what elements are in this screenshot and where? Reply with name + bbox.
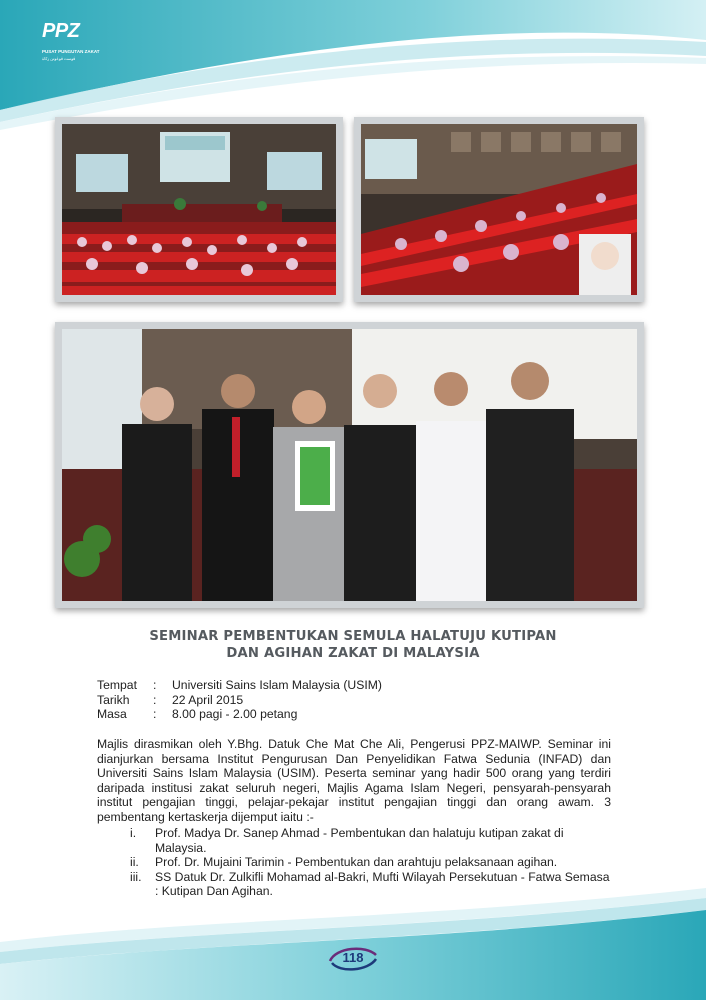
list-item-text: Prof. Dr. Mujaini Tarimin - Pembentukan dan arahtuju pelaksanaan agihan.	[155, 855, 558, 869]
meta-row-date	[97, 693, 382, 708]
list-item-number: iii.	[130, 869, 142, 884]
photo-audience-seats	[354, 117, 644, 302]
list-item-number: ii.	[130, 855, 139, 869]
article-title	[60, 628, 646, 662]
list-item-number: i.	[130, 826, 137, 840]
photo-icon	[361, 124, 637, 295]
list-item-text: Prof. Madya Dr. Sanep Ahmad - Pembentukan dan halatuju kutipan zakat di Malaysia.	[155, 826, 564, 855]
footer-wave-decoration	[0, 880, 706, 1000]
photo-icon	[62, 124, 336, 295]
list-item	[97, 855, 611, 870]
meta-separator: :	[153, 692, 157, 707]
page-number-text: 118	[342, 950, 364, 965]
meta-key: Masa	[97, 707, 127, 721]
meta-key: Tarikh	[97, 692, 130, 707]
meta-value: Universiti Sains Islam Malaysia (USIM)	[172, 678, 382, 692]
ppz-logo-subtitle: PUSAT PUNGUTAN ZAKAT	[42, 49, 100, 54]
event-details	[97, 678, 382, 722]
list-item-text: SS Datuk Dr. Zulkifli Mohamad al-Bakri, Mufti Wilayah Persekutuan - Fatwa Semasa : Kutipan Dan Agihan.	[155, 869, 610, 898]
article-body: Majlis dirasmikan oleh Y.Bhg. Datuk Che Mat Che Ali, Pengerusi PPZ-MAIWP. Seminar ini dianjurkan bersama Institut Pengurusan Dan Penyelidikan Fatwa Sedunia (INFAD) dan Universiti Sains Islam Malaysia (USIM). Peserta seminar yang hadir 500 orang yang terdiri daripada institusi zakat seluruh negeri, Majlis Agama Islam Negeri, pensyarah-pensyarah institut pengajian tinggi, pelajar-pekajar institut pengajian tinggi dan orang awam. 3 pembentang kertaskerja dijemput iaitu :-	[97, 737, 611, 824]
meta-row-place	[97, 678, 382, 693]
meta-separator: :	[153, 678, 157, 692]
meta-separator: :	[153, 707, 157, 721]
article-title-line1: SEMINAR PEMBENTUKAN SEMULA HALATUJU KUTIPAN	[149, 629, 557, 644]
photo-group-presentation	[55, 322, 644, 608]
photo-icon	[62, 329, 637, 601]
meta-value: 8.00 pagi - 2.00 petang	[172, 707, 298, 721]
list-item	[97, 826, 611, 855]
ppz-logo	[42, 20, 112, 64]
page-number	[326, 943, 380, 973]
photo-auditorium-front	[55, 117, 343, 302]
meta-key: Tempat	[97, 678, 137, 692]
meta-row-time	[97, 707, 382, 722]
ppz-logo-jawi: ڤوست ڤوڠوتن زكاة	[42, 56, 76, 61]
meta-value: 22 April 2015	[172, 692, 244, 707]
article-title-line2: DAN AGIHAN ZAKAT DI MALAYSIA	[226, 646, 480, 661]
ppz-logo-text: PPZ	[42, 20, 80, 42]
